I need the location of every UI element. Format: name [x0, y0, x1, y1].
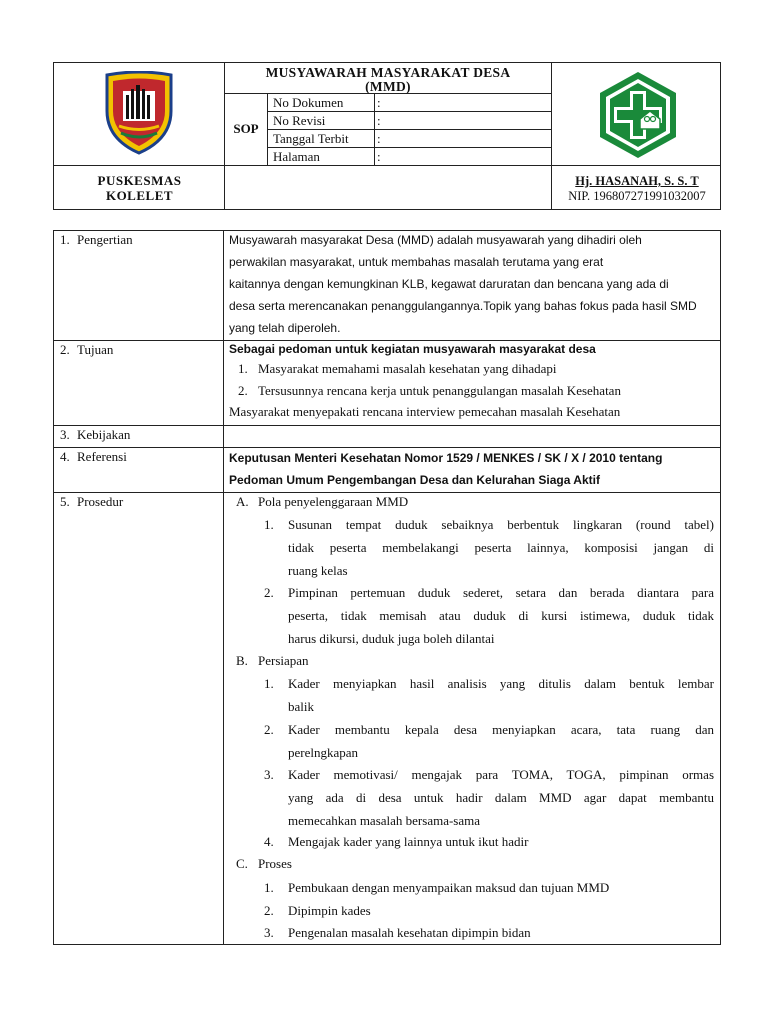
prosedur-a-item-1 [264, 513, 714, 582]
label-prosedur [60, 494, 123, 510]
signatory-block [552, 166, 722, 210]
text-line: perwakilan masyarakat, untuk membahas masalah terutama yang erat [229, 255, 604, 269]
section-letter: A. [236, 494, 249, 509]
item-line: peserta, tidak memisah atau duduk di kursi istimewa, duduk tidak [288, 608, 714, 623]
meta-row-no-revisi [269, 112, 551, 130]
label-pengertian [60, 232, 133, 248]
puskesmas-name [54, 166, 225, 210]
label-referensi [60, 449, 127, 465]
item-number: 1. [264, 517, 274, 532]
item-line: perelngkapan [288, 745, 359, 760]
section-letter: C. [236, 856, 248, 871]
tujuan-closing: Masyarakat menyepakati rencana interview pemecahan masalah Kesehatan [229, 404, 621, 419]
text-line: Keputusan Menteri Kesehatan Nomor 1529 / MENKES / SK / X / 2010 tentang [229, 451, 663, 465]
item-text: Tersusunnya rencana kerja untuk penanggulangan masalah Kesehatan [258, 383, 621, 398]
meta-key: No Dokumen [273, 95, 344, 110]
text-line: desa serta merencanakan penanggulangannya.Topik yang bahas fokus pada hasil SMD [229, 299, 697, 313]
item-line: Kader memotivasi/ mengajak para TOMA, TOGA, pimpinan ormas [288, 767, 714, 782]
item-line: Pembukaan dengan menyampaikan maksud dan tujuan MMD [288, 880, 610, 895]
item-line: memecahkan masalah bersama-sama [288, 813, 481, 828]
item-number: 3. [264, 767, 274, 782]
meta-key: Halaman [273, 149, 320, 164]
meta-value: : [377, 113, 381, 128]
label-number: 4. [60, 449, 70, 464]
item-line: Pimpinan pertemuan duduk sederet, setara dan berada diantara para [288, 585, 714, 600]
item-line: tidak peserta membelakangi peserta lainnya, komposisi jangan di [288, 540, 714, 555]
meta-row-no-dokumen [269, 94, 551, 112]
prosedur-a-item-2 [264, 581, 714, 650]
referensi-text [229, 447, 715, 491]
prosedur-b-item-3 [264, 763, 714, 832]
label-number: 2. [60, 342, 70, 357]
prosedur-c-item-1 [264, 876, 714, 899]
item-line: Kader menyiapkan hasil analisis yang ditulis dalam bentuk lembar [288, 676, 714, 691]
section-title: Pola penyelenggaraan MMD [258, 494, 409, 509]
text-line: kaitannya dengan kemungkinan KLB, kegawat daruratan dan bencana yang ada di [229, 277, 669, 291]
label-text: Prosedur [77, 494, 124, 509]
tujuan-item-2 [238, 380, 621, 401]
item-number: 2. [264, 722, 274, 737]
item-line: Kader membantu kepala desa menyiapkan acara, tata ruang dan [288, 722, 714, 737]
text-line: Musyawarah masyarakat Desa (MMD) adalah musyawarah yang dihadiri oleh [229, 233, 642, 247]
text-line: Pedoman Umum Pengembangan Desa dan Kelurahan Siaga Aktif [229, 473, 600, 487]
item-number: 2. [238, 383, 248, 398]
item-number: 3. [264, 925, 274, 940]
label-text: Kebijakan [77, 427, 131, 442]
prosedur-b-item-2 [264, 718, 714, 764]
item-line: Dipimpin kades [288, 903, 371, 918]
meta-value: : [377, 131, 381, 146]
label-number: 3. [60, 427, 70, 442]
prosedur-c-item-3 [264, 921, 714, 944]
item-line: yang ada di desa untuk hadir dalam MMD agar dapat membantu [288, 790, 714, 805]
prosedur-c-item-2 [264, 899, 714, 922]
title-line-2: (MMD) [365, 79, 411, 94]
item-number: 1. [264, 880, 274, 895]
item-text: Masyarakat memahami masalah kesehatan yang dihadapi [258, 361, 557, 376]
signer-nip: NIP. 196807271991032007 [568, 189, 706, 203]
section-title: Proses [258, 856, 292, 871]
sop-label: SOP [233, 121, 259, 136]
prosedur-section-a [236, 490, 408, 513]
section-letter: B. [236, 653, 248, 668]
label-tujuan [60, 342, 113, 358]
item-number: 4. [264, 834, 274, 849]
text-line: yang telah diperoleh. [229, 321, 341, 335]
meta-key: No Revisi [273, 113, 326, 128]
item-number: 2. [264, 903, 274, 918]
label-number: 5. [60, 494, 70, 509]
regional-seal-icon [99, 71, 179, 157]
signer-name: Hj. HASANAH, S. S. T [575, 174, 699, 188]
item-number: 2. [264, 585, 274, 600]
item-number: 1. [238, 361, 248, 376]
tujuan-item-1 [238, 358, 557, 379]
label-text: Pengertian [77, 232, 133, 247]
meta-value: : [377, 95, 381, 110]
item-line: Susunan tempat duduk sebaiknya berbentuk lingkaran (round tabel) [288, 517, 714, 532]
document-header [53, 62, 721, 210]
item-line: ruang kelas [288, 563, 348, 578]
item-line: harus dikursi, duduk juga boleh dilantai [288, 631, 495, 646]
item-number: 1. [264, 676, 274, 691]
meta-row-tanggal-terbit [269, 130, 551, 148]
item-line: Pengenalan masalah kesehatan dipimpin bidan [288, 925, 531, 940]
label-text: Tujuan [77, 342, 114, 357]
label-kebijakan [60, 427, 130, 443]
item-line: Mengajak kader yang lainnya untuk ikut hadir [288, 834, 529, 849]
tujuan-intro: Sebagai pedoman untuk kegiatan musyawarah masyarakat desa [229, 342, 596, 356]
meta-row-halaman [269, 148, 551, 166]
section-title: Persiapan [258, 653, 309, 668]
title-line-1: MUSYAWARAH MASYARAKAT DESA [265, 65, 511, 80]
prosedur-b-item-1 [264, 672, 714, 718]
prosedur-b-item-4 [264, 830, 714, 853]
pengertian-text [229, 229, 715, 339]
puskesmas-line-1: PUSKESMAS [97, 173, 182, 188]
puskesmas-line-2: KOLELET [105, 188, 174, 203]
prosedur-section-c [236, 852, 292, 875]
label-text: Referensi [77, 449, 127, 464]
meta-key: Tanggal Terbit [273, 131, 349, 146]
document-title [225, 63, 551, 94]
procedure-table [53, 230, 721, 945]
prosedur-section-b [236, 649, 309, 672]
health-cross-logo-icon [592, 69, 684, 161]
item-line: balik [288, 699, 314, 714]
label-number: 1. [60, 232, 70, 247]
meta-value: : [377, 149, 381, 164]
